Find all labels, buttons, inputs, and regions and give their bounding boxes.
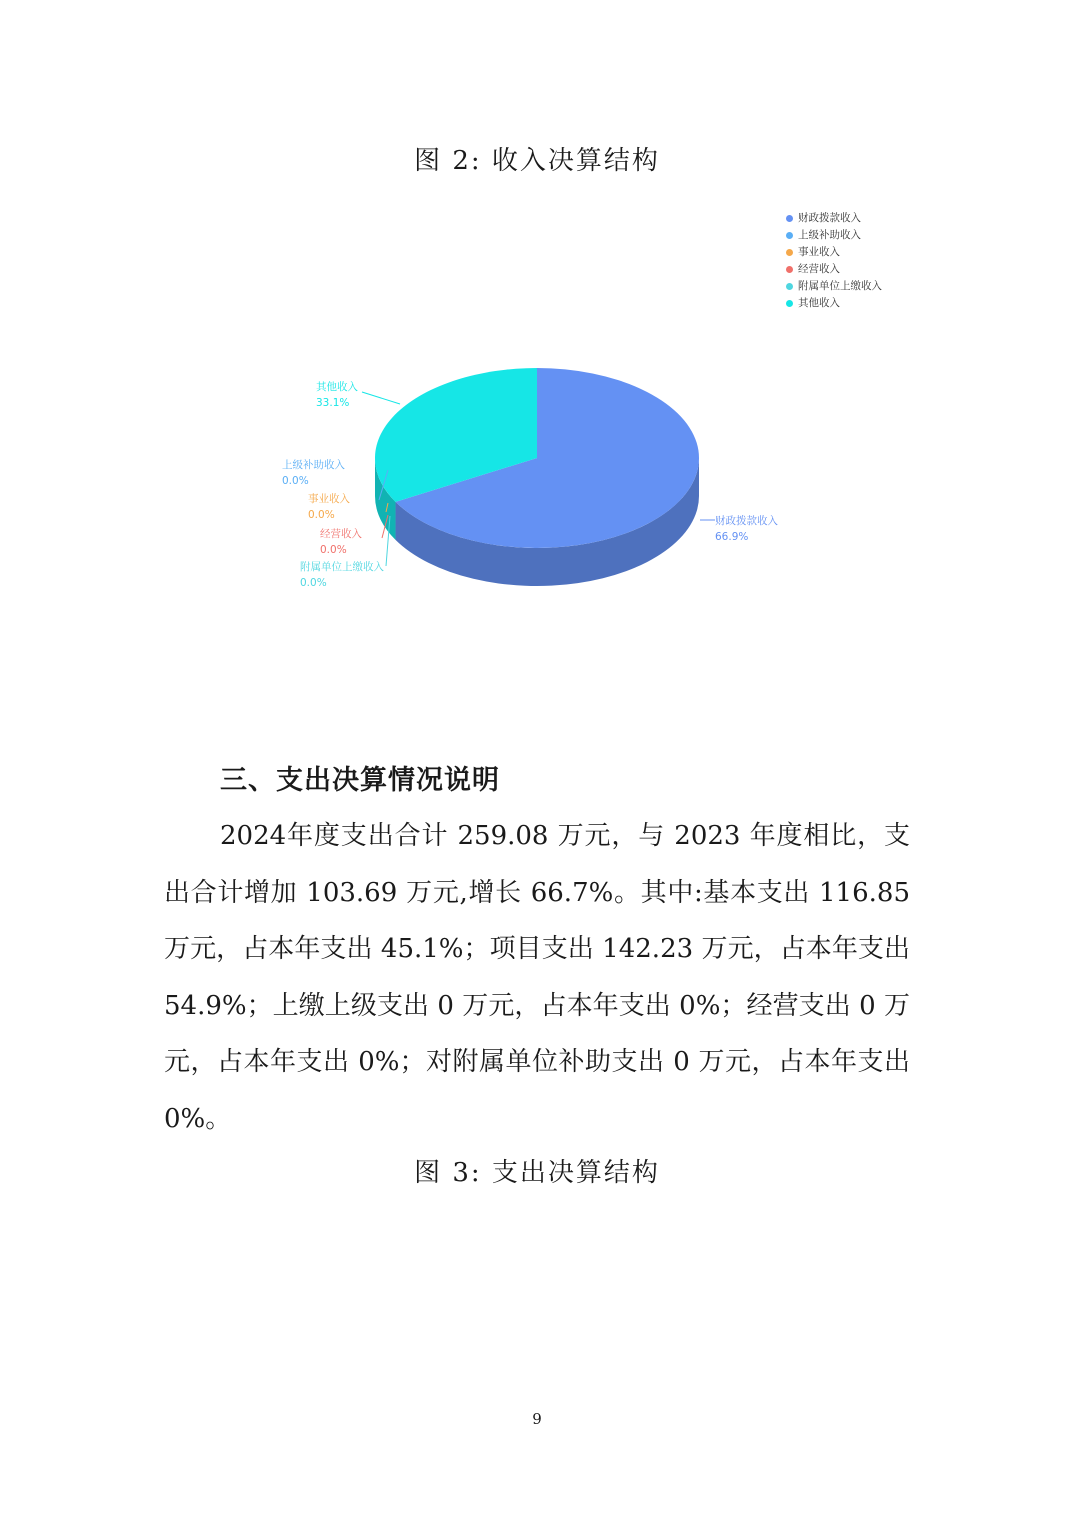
section-heading: 三、支出决算情况说明 — [220, 765, 500, 796]
legend-label: 事业收入 — [798, 246, 840, 258]
figure-3-caption: 图 3: 支出决算结构 — [414, 1158, 660, 1188]
legend-label: 经营收入 — [798, 263, 840, 275]
legend-label: 上级补助收入 — [798, 229, 861, 241]
label-leader-line — [362, 392, 400, 404]
income-pie-chart — [260, 200, 900, 610]
figure-2-caption: 图 2: 收入决算结构 — [414, 146, 660, 176]
slice-category-label: 附属单位上缴收入 — [300, 561, 384, 573]
slice-value-label: 33.1% — [316, 397, 350, 409]
slice-value-label: 66.9% — [715, 531, 749, 543]
pie-slices — [375, 368, 699, 586]
slice-value-label: 0.0% — [282, 475, 309, 487]
body-paragraph: 2024年度支出合计 259.08 万元，与 2023 年度相比，支出合计增加 103.69 万元,增长 66.7%。其中:基本支出 116.85 万元，占本年支出 45.1%；项目支出 142.23 万元，占本年支出 54.9%；上缴上级支出 0 万元，占本年支出 0%；经营支出 0 万元，占本年支出 0%；对附属单位补助支出 0 万元，占本年支出 0%。 — [164, 821, 910, 1134]
slice-category-label: 其他收入 — [316, 381, 358, 393]
legend-label: 附属单位上缴收入 — [798, 280, 882, 292]
slice-value-label: 0.0% — [320, 544, 347, 556]
slice-category-label: 财政拨款收入 — [715, 515, 778, 527]
slice-category-label: 经营收入 — [320, 528, 362, 540]
slice-value-label: 0.0% — [308, 509, 335, 521]
page-number: 9 — [532, 1410, 542, 1428]
legend-label: 财政拨款收入 — [798, 212, 861, 224]
slice-value-label: 0.0% — [300, 577, 327, 589]
slice-category-label: 上级补助收入 — [282, 459, 345, 471]
legend-label: 其他收入 — [798, 297, 840, 309]
slice-category-label: 事业收入 — [308, 493, 350, 505]
